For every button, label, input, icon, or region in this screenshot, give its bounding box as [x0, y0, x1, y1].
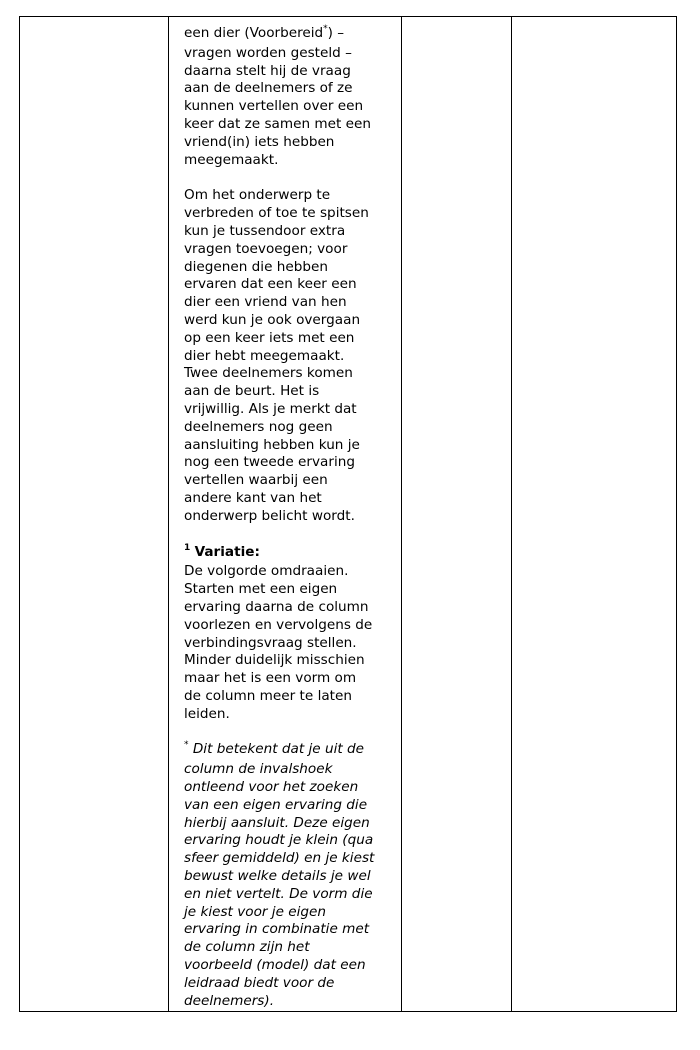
column-divider-2 — [401, 17, 402, 1011]
footnote-text: Dit betekent dat je uit de column de invalshoek ontleend voor het zoeken van een eigen ervaring die hierbij aansluit. Deze eigen ervaring houdt je klein (qua sfeer gemiddeld) en je kiest bewust welke details je wel en niet vertelt. De vorm die je kiest voor je eigen ervaring in combinatie met de column zijn het voorbeeld (model) dat een leidraad biedt voor de deelnemers). — [184, 741, 375, 1009]
column-divider-1 — [168, 17, 169, 1011]
intro-text: een dier (Voorbereid — [184, 25, 324, 41]
variatie-marker: 1 — [184, 542, 191, 553]
broaden-paragraph: Om het onderwerp te verbreden of toe te spitsen kun je tussendoor extra vragen toevoegen; voor diegenen die hebben ervaren dat een keer een dier een vriend van hen werd kun je ook overgaan op een keer iets met een dier hebt meegemaakt. Twee deelnemers komen aan de beurt. Het is vrijwillig. Als je merkt dat deelnemers nog geen aansluiting hebben kun je nog een tweede ervaring vertellen waarbij een andere kant van het onderwerp belicht wordt. — [184, 187, 369, 524]
intro-paragraph — [184, 25, 399, 169]
column-divider-3 — [511, 17, 512, 1011]
document-table — [19, 16, 677, 1012]
variatie-heading — [184, 544, 399, 564]
variatie-text: De volgorde omdraaien. Starten met een eigen ervaring daarna de column voorlezen en vervolgens de verbindingsvraag stellen. Minder duidelijk misschien maar het is een vorm om de column meer te laten leiden. — [184, 563, 373, 722]
intro-text-continued: ) – vragen worden gesteld – daarna stelt hij de vraag aan de deelnemers of ze kunnen vertellen over een keer dat ze samen met een vriend(in) iets hebben meegemaakt. — [184, 25, 372, 168]
description-cell — [184, 25, 399, 1010]
footnote-paragraph — [184, 741, 399, 1010]
variatie-label: Variatie: — [194, 543, 260, 560]
footnote-marker: * — [323, 24, 328, 34]
footnote-note-marker: * — [184, 740, 189, 751]
